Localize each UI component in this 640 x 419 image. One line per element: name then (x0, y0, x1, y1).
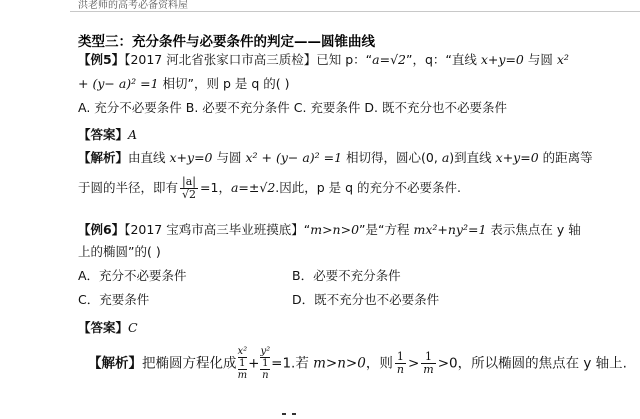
answer-value: C (128, 320, 138, 335)
example-5-condition: a=√2 (372, 52, 406, 67)
option-d: D．既不充分也不必要条件 (292, 292, 440, 307)
answer-label: 【答案】 (78, 320, 129, 335)
example-6-line-2: 上的椭圆”的( ) (78, 244, 161, 259)
fraction-1-over-m: $\frac{1}{m}$ (423, 350, 434, 376)
answer-value: A (128, 127, 138, 142)
example-5-line-1: 【例5】【2017 河北省张家口市高三质检】已知 p：“a=√2”，q：“直线 x+y=0 与圆 x² (78, 52, 569, 67)
explanation-label: 【解析】 (88, 355, 142, 372)
example-5-source: 【2017 河北省张家口市高三质检】 (124, 52, 317, 67)
example-5-tag: 【例5】 (78, 52, 125, 67)
section-title: 类型三：充分条件与必要条件的判定——圆锥曲线 (78, 34, 375, 50)
example-5-line-2: + (y− a)² =1 相切”，则 p 是 q 的( ) (78, 76, 290, 91)
fraction-1-over-n: $\frac{1}{n}$ (396, 350, 404, 376)
example-6-source: 【2017 宝鸡市高三毕业班摸底】 (124, 222, 304, 237)
explanation-6: 【解析】把椭圆方程化成 x² 1 m + y² 1 n =1.若 m>n>0，则 $\frac{1}{n}$ > $\frac{1}{m}$ >0，所以椭圆的焦点在 y 轴上. (88, 346, 627, 381)
answer-label: 【答案】 (78, 127, 129, 142)
explanation-label: 【解析】 (78, 150, 129, 165)
explanation-5-line-2: 于圆的半径，即有 $\frac{|a|}{√2}$ =1，a=±√2.因此，p 是 q 的充分不必要条件. (78, 175, 462, 201)
header-divider (70, 11, 640, 12)
distance-fraction: $\frac{|a|}{√2}$ (182, 175, 197, 201)
ellipse-term-y: y² 1 n (260, 346, 271, 381)
example-5-options: A. 充分不必要条件 B. 必要不充分条件 C. 充要条件 D. 既不充分也不必要条件 (78, 100, 507, 115)
answer-6 (78, 320, 138, 336)
option-b: B．必要不充分条件 (292, 268, 401, 283)
text-cursor-mark (282, 400, 312, 402)
page-header-watermark: 洪老师的高考必备资料屋 (78, 0, 188, 11)
option-c: C．充要条件 (78, 292, 150, 307)
explanation-5-line-1: 【解析】由直线 x+y=0 与圆 x² + (y− a)² =1 相切得，圆心(0, a)到直线 x+y=0 的距离等 (78, 150, 593, 165)
example-6-line-1: 【例6】【2017 宝鸡市高三毕业班摸底】“m>n>0”是“方程 mx²+ny²=1 表示焦点在 y 轴 (78, 222, 581, 237)
example-6-tag: 【例6】 (78, 222, 125, 237)
option-a: A．充分不必要条件 (78, 268, 187, 283)
ellipse-term-x: x² 1 m (237, 346, 248, 381)
answer-5 (78, 127, 137, 143)
